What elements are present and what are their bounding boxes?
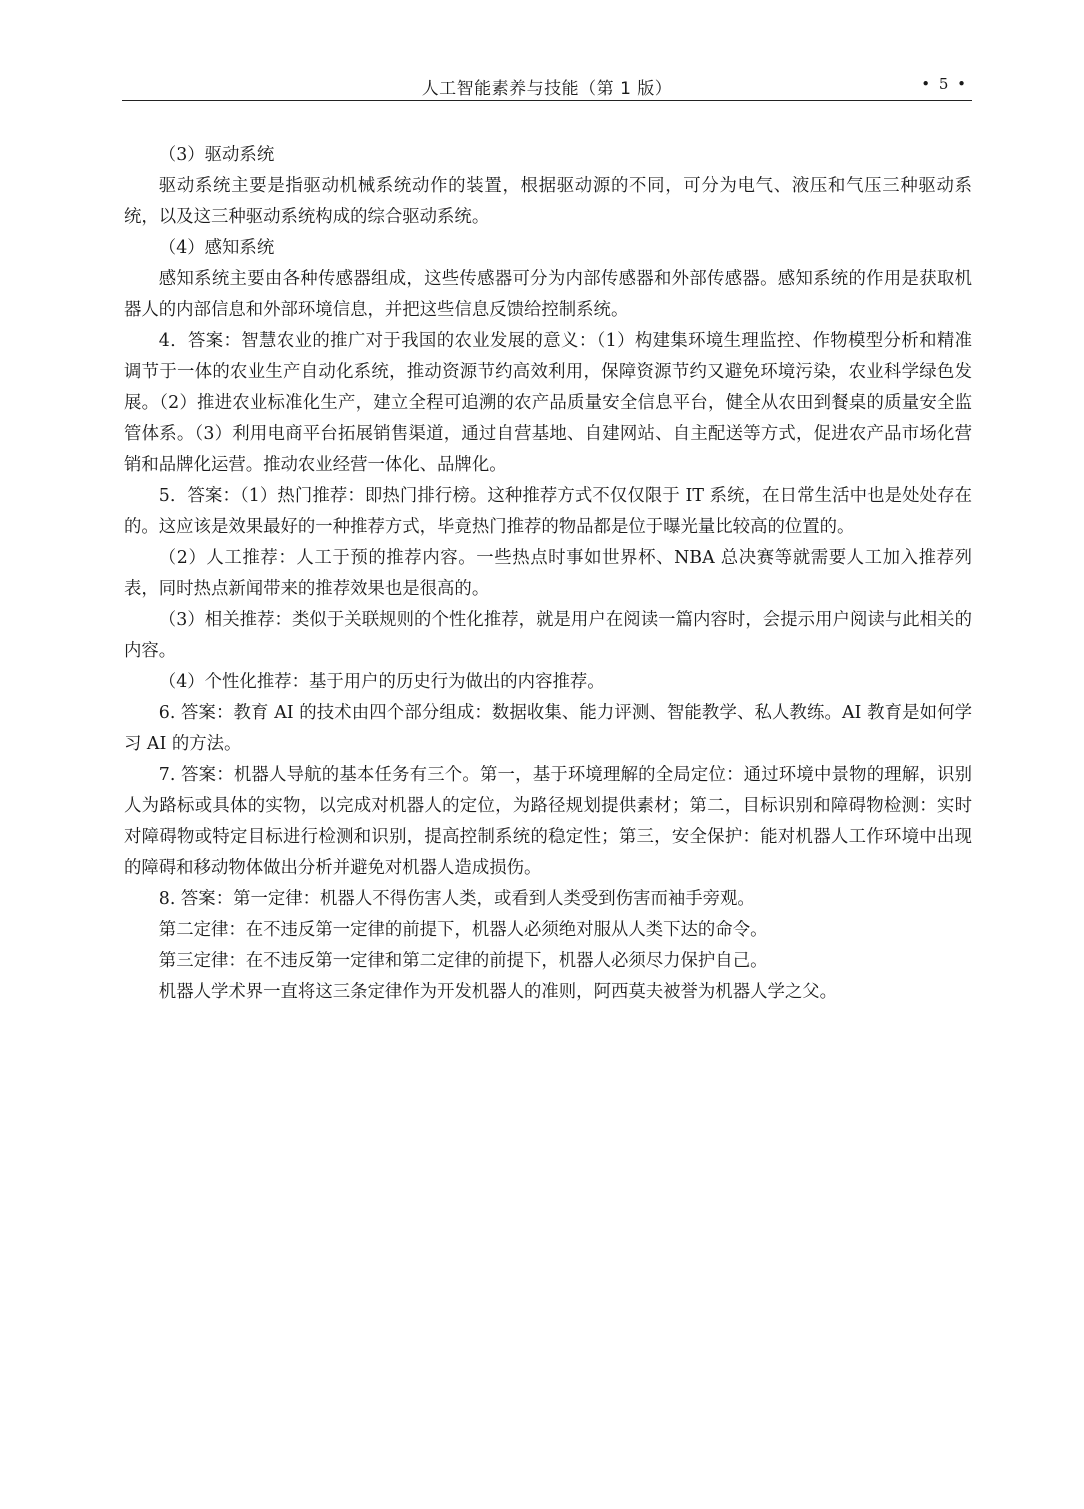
paragraph-answer-5: 5．答案：（1）热门推荐：即热门排行榜。这种推荐方式不仅仅限于 IT 系统，在日常生活中也是处处存在的。这应该是效果最好的一种推荐方式，毕竟热门推荐的物品都是位于曝光量比较高的位置的。 — [124, 486, 972, 537]
paragraph-related-recommendation: （3）相关推荐：类似于关联规则的个性化推荐，就是用户在阅读一篇内容时，会提示用户阅读与此相关的内容。 — [124, 610, 972, 661]
paragraph-drive-system: 驱动系统主要是指驱动机械系统动作的装置，根据驱动源的不同，可分为电气、液压和气压三种驱动系统，以及这三种驱动系统构成的综合驱动系统。 — [124, 176, 972, 227]
page-header — [122, 64, 972, 101]
paragraph-answer-7: 7. 答案：机器人导航的基本任务有三个。第一，基于环境理解的全局定位：通过环境中景物的理解，识别人为路标或具体的实物，以完成对机器人的定位，为路径规划提供素材；第二，目标识别和障碍物检测：实时对障碍物或特定目标进行检测和识别，提高控制系统的稳定性；第三，安全保护：能对机器人工作环境中出现的障碍和移动物体做出分析并避免对机器人造成损伤。 — [124, 765, 972, 878]
paragraph-sensing-system-heading: （4）感知系统 — [158, 238, 275, 258]
page-number: • 5 • — [921, 75, 968, 93]
paragraph-third-law: 第三定律：在不违反第一定律和第二定律的前提下，机器人必须尽力保护自己。 — [158, 951, 768, 971]
paragraph-personalized-recommendation: （4）个性化推荐：基于用户的历史行为做出的内容推荐。 — [158, 672, 605, 692]
paragraph-asimov: 机器人学术界一直将这三条定律作为开发机器人的准则，阿西莫夫被誉为机器人学之父。 — [158, 982, 838, 1002]
paragraph-sensing-system: 感知系统主要由各种传感器组成，这些传感器可分为内部传感器和外部传感器。感知系统的作用是获取机器人的内部信息和外部环境信息，并把这些信息反馈给控制系统。 — [124, 269, 972, 320]
running-title: 人工智能素养与技能（第 1 版） — [421, 79, 673, 99]
paragraph-manual-recommendation: （2）人工推荐：人工于预的推荐内容。一些热点时事如世界杯、NBA 总决赛等就需要人工加入推荐列表，同时热点新闻带来的推荐效果也是很高的。 — [124, 548, 972, 599]
paragraph-answer-8: 8. 答案：第一定律：机器人不得伤害人类，或看到人类受到伤害而袖手旁观。 — [158, 889, 755, 909]
paragraph-answer-6: 6. 答案：教育 AI 的技术由四个部分组成：数据收集、能力评测、智能教学、私人教练。AI 教育是如何学习 AI 的方法。 — [124, 703, 972, 754]
paragraph-answer-4: 4．答案：智慧农业的推广对于我国的农业发展的意义：（1）构建集环境生理监控、作物模型分析和精准调节于一体的农业生产自动化系统，推动资源节约高效利用，保障资源节约又避免环境污染，农业科学绿色发展。（2）推进农业标准化生产，建立全程可追溯的农产品质量安全信息平台，健全从农田到餐桌的质量安全监管体系。（3）利用电商平台拓展销售渠道，通过自营基地、自建网站、自主配送等方式，促进农产品市场化营销和品牌化运营。推动农业经营一体化、品牌化。 — [124, 331, 972, 475]
body-text — [124, 140, 972, 1008]
paragraph-drive-system-heading: （3）驱动系统 — [158, 145, 275, 165]
paragraph-second-law: 第二定律：在不违反第一定律的前提下，机器人必须绝对服从人类下达的命令。 — [158, 920, 768, 940]
